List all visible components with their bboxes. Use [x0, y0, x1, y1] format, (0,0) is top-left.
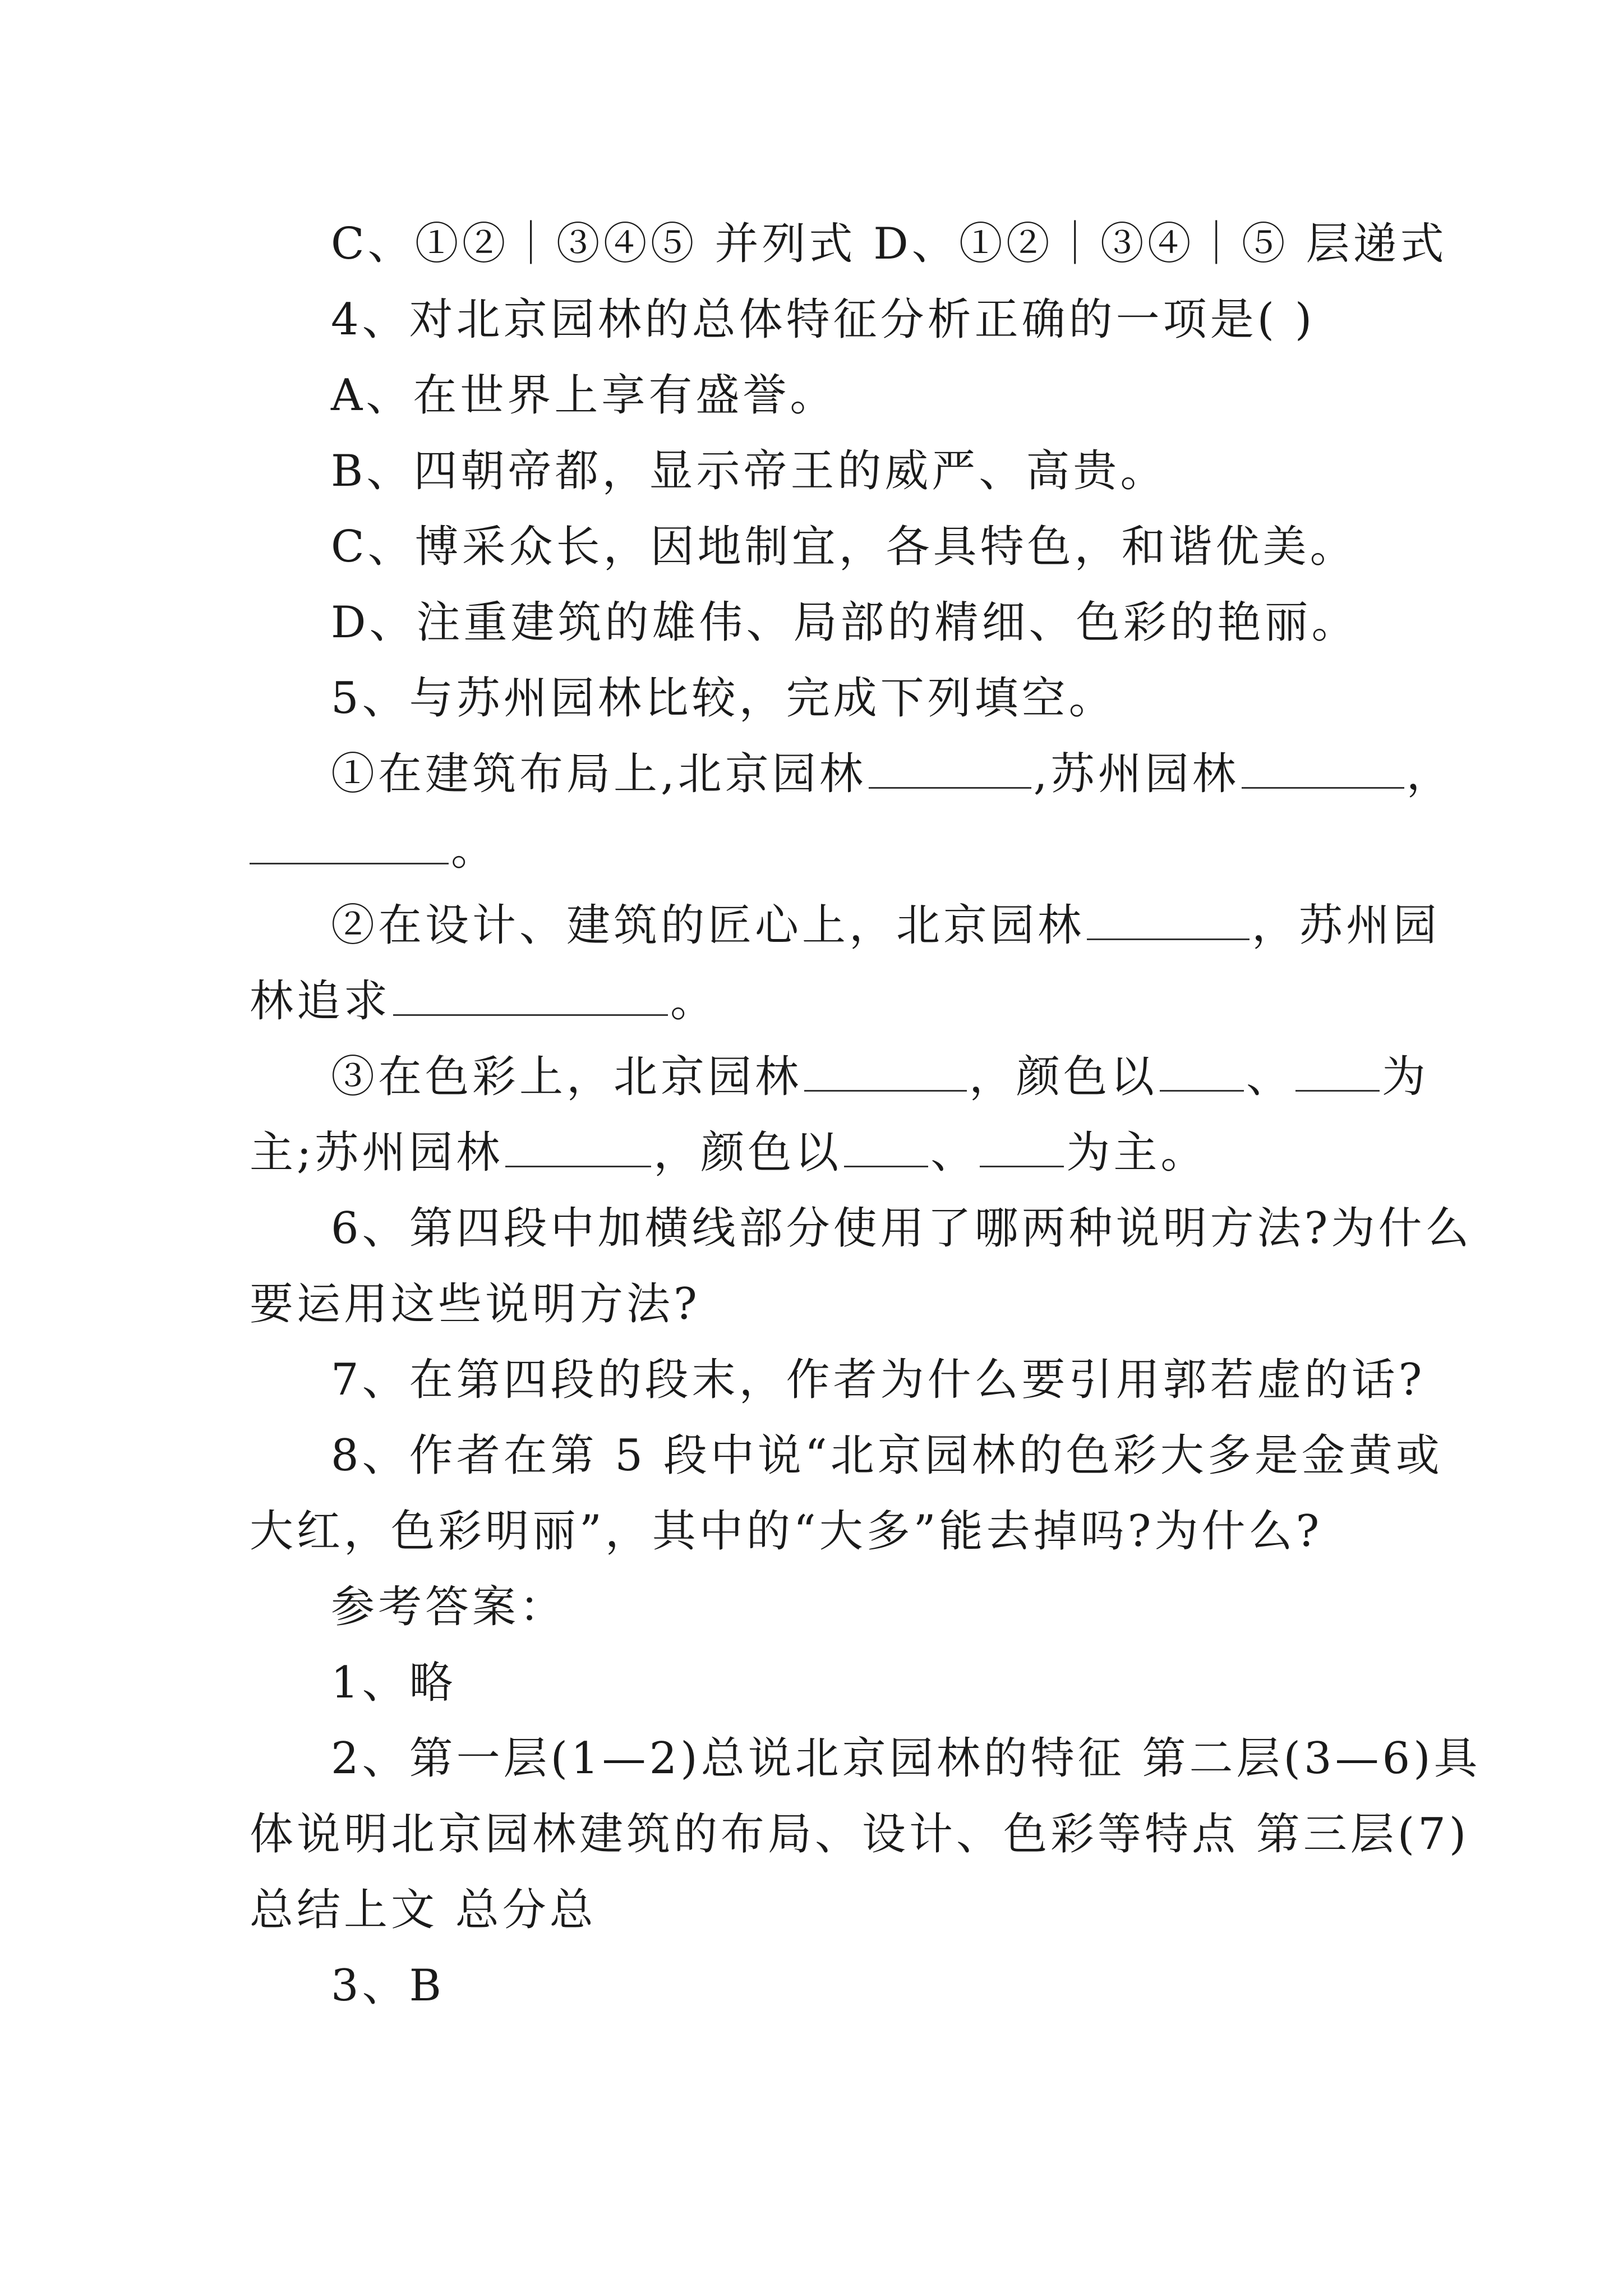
fill-blank[interactable]	[869, 748, 1031, 789]
question-5-item-3-cont	[250, 1125, 1388, 1181]
answer-2-cont	[250, 1806, 1470, 1862]
question-5	[331, 670, 1391, 726]
text: C、博采众长，因地制宜，各具特色，和谐优美。	[331, 522, 1357, 572]
text: 、	[930, 1128, 978, 1178]
fill-blank[interactable]	[1295, 1051, 1380, 1092]
text: 2、第一层(1—2)总说北京园林的特征 第二层(3—6)具	[331, 1733, 1481, 1784]
answers-heading	[331, 1579, 1391, 1635]
text: 3、B	[331, 1961, 445, 2011]
answer-2	[331, 1731, 1481, 1787]
question-5-item-3	[331, 1049, 1430, 1105]
question-5-item-1-cont	[250, 822, 1388, 878]
question-4-option-c	[331, 519, 1391, 575]
text: 体说明北京园林建筑的布局、设计、色彩等特点 第三层(7)	[250, 1809, 1470, 1860]
option-c-structure	[331, 216, 1447, 272]
text: 、	[1246, 1052, 1294, 1102]
text: ①在建筑布局上,北京园林	[331, 749, 866, 799]
text: ，颜色以	[653, 1128, 842, 1178]
question-4-option-b	[331, 443, 1391, 499]
text: A、在世界上享有盛誉。	[331, 370, 837, 421]
question-6	[331, 1200, 1473, 1257]
text: 1、略	[331, 1658, 457, 1708]
text: 大红，色彩明丽”，其中的“大多”能去掉吗?为什么?	[250, 1506, 1323, 1557]
fill-blank[interactable]	[1087, 899, 1249, 940]
text: ，	[1406, 749, 1454, 799]
text: 要运用这些说明方法?	[250, 1279, 700, 1329]
text: 。	[670, 976, 718, 1027]
text: ，颜色以	[969, 1052, 1158, 1102]
fill-blank[interactable]	[250, 823, 449, 864]
text: C、①②｜③④⑤ 并列式 D、①②｜③④｜⑤ 层递式	[331, 219, 1447, 269]
text: 。	[451, 825, 499, 875]
question-4-option-a	[331, 367, 1391, 424]
text: 7、在第四段的段末，作者为什么要引用郭若虚的话?	[331, 1355, 1426, 1405]
question-7	[331, 1352, 1426, 1408]
fill-blank[interactable]	[393, 975, 668, 1016]
text: 8、作者在第 5 段中说“北京园林的色彩大多是金黄或	[331, 1430, 1443, 1481]
text: ，苏州园	[1252, 900, 1441, 951]
fill-blank[interactable]	[804, 1051, 967, 1092]
fill-blank[interactable]	[505, 1126, 651, 1167]
text: 参考答案：	[331, 1582, 567, 1632]
question-8-cont	[250, 1503, 1388, 1559]
text: 总结上文 总分总	[250, 1885, 597, 1935]
text: B、四朝帝都，显示帝王的威严、高贵。	[331, 446, 1168, 496]
fill-blank[interactable]	[980, 1126, 1064, 1167]
question-8	[331, 1428, 1443, 1484]
text: ②在设计、建筑的匠心上，北京园林	[331, 900, 1085, 951]
fill-blank[interactable]	[844, 1126, 928, 1167]
text: 4、对北京园林的总体特征分析正确的一项是( )	[331, 295, 1316, 345]
text: 6、第四段中加横线部分使用了哪两种说明方法?为什么	[331, 1203, 1473, 1254]
question-4	[331, 292, 1391, 348]
text: ,苏州园林	[1033, 749, 1239, 799]
text: 林追求	[250, 976, 391, 1027]
text: 为主。	[1066, 1128, 1208, 1178]
text: 主;苏州园林	[250, 1128, 504, 1178]
question-6-cont	[250, 1276, 1388, 1332]
text: D、注重建筑的雄伟、局部的精细、色彩的艳丽。	[331, 597, 1359, 648]
text: 为	[1382, 1052, 1430, 1102]
text: ③在色彩上，北京园林	[331, 1052, 803, 1102]
text: 5、与苏州园林比较，完成下列填空。	[331, 673, 1116, 724]
question-5-item-2-cont	[250, 973, 1388, 1029]
fill-blank[interactable]	[1242, 748, 1404, 789]
question-5-item-1	[331, 746, 1454, 802]
question-5-item-2	[331, 898, 1441, 954]
answer-1	[331, 1655, 1391, 1711]
answer-2-cont-2	[250, 1882, 1388, 1938]
answer-3	[331, 1958, 1391, 2014]
fill-blank[interactable]	[1160, 1051, 1244, 1092]
question-4-option-d	[331, 595, 1391, 651]
